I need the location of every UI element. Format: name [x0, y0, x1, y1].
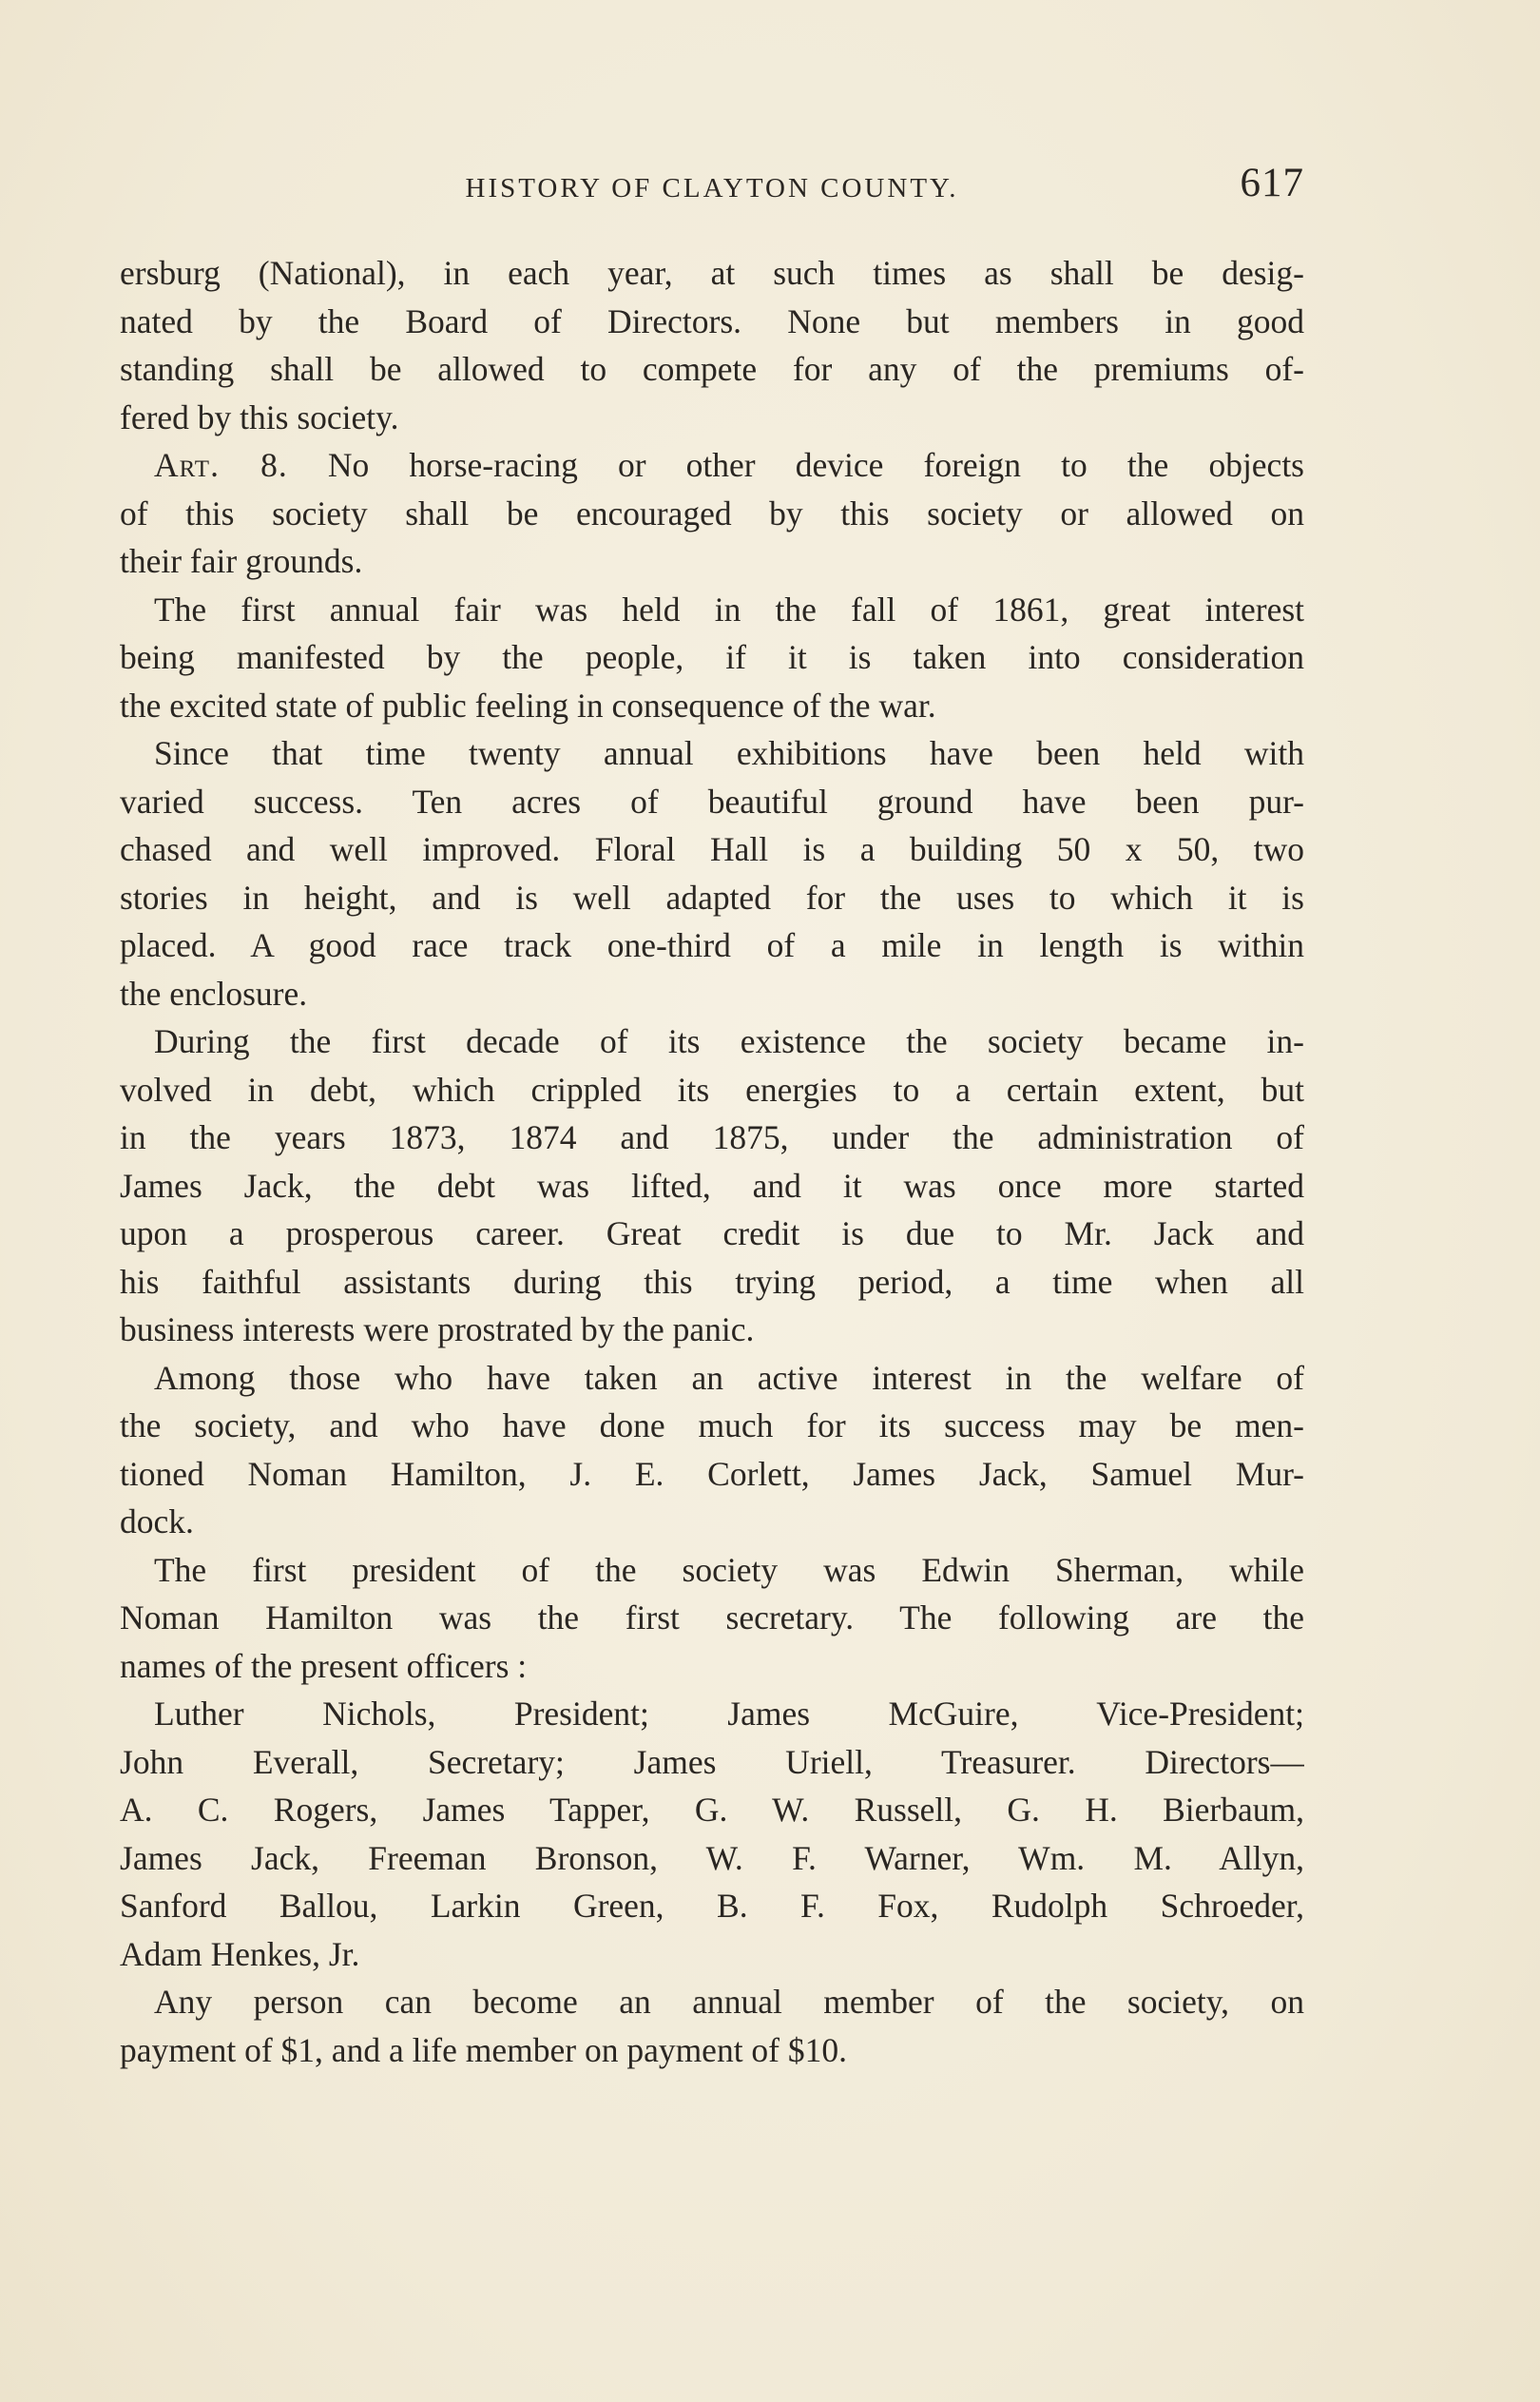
text-line: standing shall be allowed to compete for any of the premiums of-	[120, 350, 1304, 388]
text-line: John Everall, Secretary; James Uriell, Treasurer. Directors—	[120, 1742, 1304, 1781]
paragraph	[120, 1546, 1304, 1691]
text-line: ersburg (National), in each year, at such times as shall be desig-	[120, 254, 1304, 292]
paragraph	[120, 586, 1304, 730]
paragraph	[120, 729, 1304, 1017]
text-line: chased and well improved. Floral Hall is a building 50 x 50, two	[120, 830, 1304, 868]
text-line: James Jack, Freeman Bronson, W. F. Warner, Wm. M. Allyn,	[120, 1838, 1304, 1877]
text-line: The first president of the society was Edwin Sherman, while	[154, 1550, 1304, 1589]
text-line: placed. A good race track one-third of a mile in length is within	[120, 926, 1304, 964]
text-line: of this society shall be encouraged by this society or allowed on	[120, 494, 1304, 533]
text-line: in the years 1873, 1874 and 1875, under the administration of	[120, 1118, 1304, 1156]
paragraph-officers	[120, 1690, 1304, 1978]
text-line: During the first decade of its existence the society became in-	[154, 1022, 1304, 1060]
text-line: The first annual fair was held in the fall of 1861, great interest	[154, 590, 1304, 629]
text-line: dock.	[120, 1502, 194, 1540]
text-line: their fair grounds.	[120, 542, 363, 580]
page-number: 617	[1240, 161, 1304, 205]
text-line: Sanford Ballou, Larkin Green, B. F. Fox, Rudolph Schroeder,	[120, 1887, 1304, 1925]
text-line: the enclosure.	[120, 974, 308, 1013]
text-line: fered by this society.	[120, 397, 399, 436]
text-line: volved in debt, which crippled its energies to a certain extent, but	[120, 1070, 1304, 1109]
text-line: his faithful assistants during this trying period, a time when all	[120, 1262, 1304, 1301]
text-line: varied success. Ten acres of beautiful ground have been pur-	[120, 782, 1304, 821]
text-line: Since that time twenty annual exhibitions have been held with	[154, 734, 1304, 772]
text-line	[120, 441, 1304, 490]
text-line: the excited state of public feeling in consequence of the war.	[120, 686, 936, 725]
paragraph-article-8	[120, 441, 1304, 586]
text-line: being manifested by the people, if it is taken into consideration	[120, 638, 1304, 676]
text-line: Any person can become an annual member of the society, on	[154, 1983, 1304, 2021]
article-label: Art. 8.	[154, 446, 288, 484]
paragraph	[120, 1017, 1304, 1354]
text-line: tioned Noman Hamilton, J. E. Corlett, James Jack, Samuel Mur-	[120, 1454, 1304, 1493]
paragraph	[120, 1354, 1304, 1546]
text-line: payment of $1, and a life member on payment of $10.	[120, 2030, 848, 2069]
text-line: Luther Nichols, President; James McGuire, Vice-President;	[154, 1695, 1304, 1733]
text-line: upon a prosperous career. Great credit is due to Mr. Jack and	[120, 1214, 1304, 1252]
text-line-content: No horse-racing or other device foreign to the objects	[287, 446, 1304, 484]
text-line: A. C. Rogers, James Tapper, G. W. Russell, G. H. Bierbaum,	[120, 1791, 1304, 1829]
text-line: Among those who have taken an active interest in the welfare of	[154, 1358, 1304, 1397]
running-title: HISTORY OF CLAYTON COUNTY.	[465, 173, 959, 203]
text-line: business interests were prostrated by the panic.	[120, 1310, 755, 1348]
text-line: James Jack, the debt was lifted, and it was once more started	[120, 1166, 1304, 1205]
text-line: the society, and who have done much for its success may be men-	[120, 1406, 1304, 1444]
text-line: nated by the Board of Directors. None but members in good	[120, 301, 1304, 340]
paragraph	[120, 1978, 1304, 2074]
text-line: Noman Hamilton was the first secretary. The following are the	[120, 1598, 1304, 1637]
text-line: stories in height, and is well adapted for the uses to which it is	[120, 878, 1304, 917]
body-text	[120, 249, 1304, 2074]
paragraph	[120, 249, 1304, 441]
text-line: Adam Henkes, Jr.	[120, 1934, 360, 1973]
text-line: names of the present officers :	[120, 1646, 528, 1685]
page-header	[120, 160, 1304, 217]
